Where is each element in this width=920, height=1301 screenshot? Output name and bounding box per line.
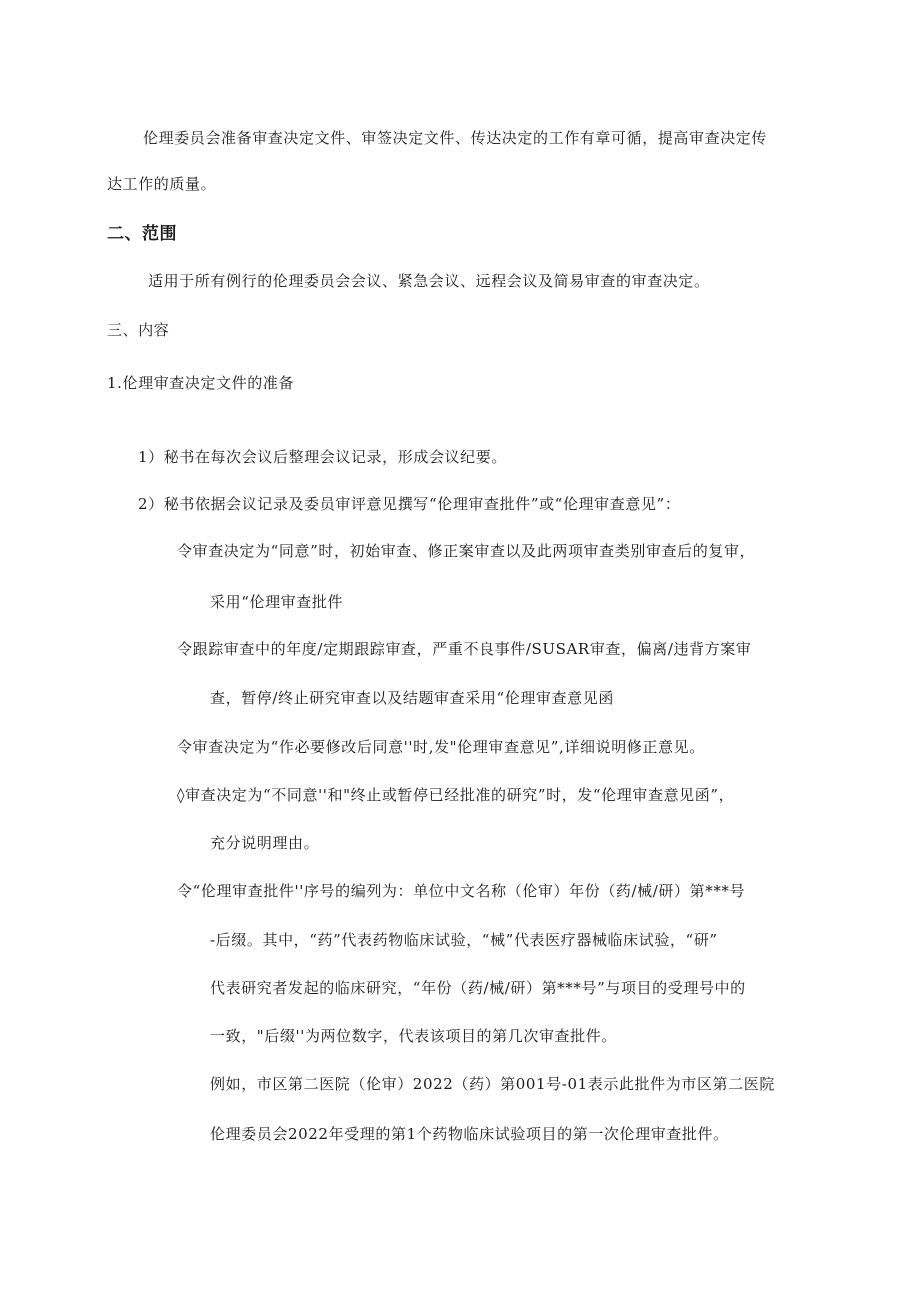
bullet-2-line-2: 查，暂停/终止研究审查以及结题审查采用“伦理审查意见函 [210, 689, 614, 707]
bullet-2-line-1: 令跟踪审查中的年度/定期跟踪审查，严重不良事件/SUSAR审查，偏离/违背方案审 [177, 640, 752, 658]
example-line-1: 例如，市区第二医院（伦审）2022（药）第001号-01表示此批件为市区第二医院 [210, 1075, 775, 1093]
example-line-2: 伦理委员会2022年受理的第1个药物临床试验项目的第一次伦理审查批件。 [210, 1125, 729, 1143]
scope-body: 适用于所有例行的伦理委员会会议、紧急会议、远程会议及简易审查的审查决定。 [148, 272, 710, 290]
bullet-4-line-2: 充分说明理由。 [210, 834, 320, 852]
bullet-4-line-1: ◊审查决定为“不同意''和"终止或暂停已经批准的研究”时，发“伦理审查意见函”， [177, 786, 735, 804]
bullet-5-line-1: 令“伦理审查批件''序号的编列为：单位中文名称（伦审）年份（药/械/研）第***号 [177, 882, 746, 900]
step-2: 2）秘书依据会议记录及委员审评意见撰写“伦理审查批件”或“伦理审查意见”： [138, 495, 681, 513]
bullet-1-line-2: 采用“伦理审查批件 [210, 593, 344, 611]
subheading-prep: 1.伦理审查决定文件的准备 [107, 374, 295, 392]
section-heading-scope: 二、范围 [107, 224, 177, 244]
bullet-5-line-3: 代表研究者发起的临床研究，“年份（药/械/研）第***号”与项目的受理号中的 [210, 979, 746, 997]
bullet-3-line-1: 令审查决定为“作必要修改后同意''时,发"伦理审查意见”,详细说明修正意见。 [177, 738, 705, 756]
bullet-5-line-2: -后缀。其中，“药”代表药物临床试验，“械”代表医疗器械临床试验，“研” [210, 931, 718, 949]
bullet-1-line-1: 令审查决定为“同意”时，初始审查、修正案审查以及此两项审查类别审查后的复审， [177, 542, 756, 560]
section-heading-content: 三、内容 [107, 321, 170, 339]
intro-line-2: 达工作的质量。 [107, 175, 217, 193]
bullet-5-line-4: 一致，"后缀''为两位数字，代表该项目的第几次审查批件。 [210, 1027, 617, 1045]
intro-line-1: 伦理委员会准备审查决定文件、审签决定文件、传达决定的工作有章可循，提高审查决定传 [143, 129, 768, 147]
step-1: 1）秘书在每次会议后整理会议记录，形成会议纪要。 [138, 448, 507, 466]
